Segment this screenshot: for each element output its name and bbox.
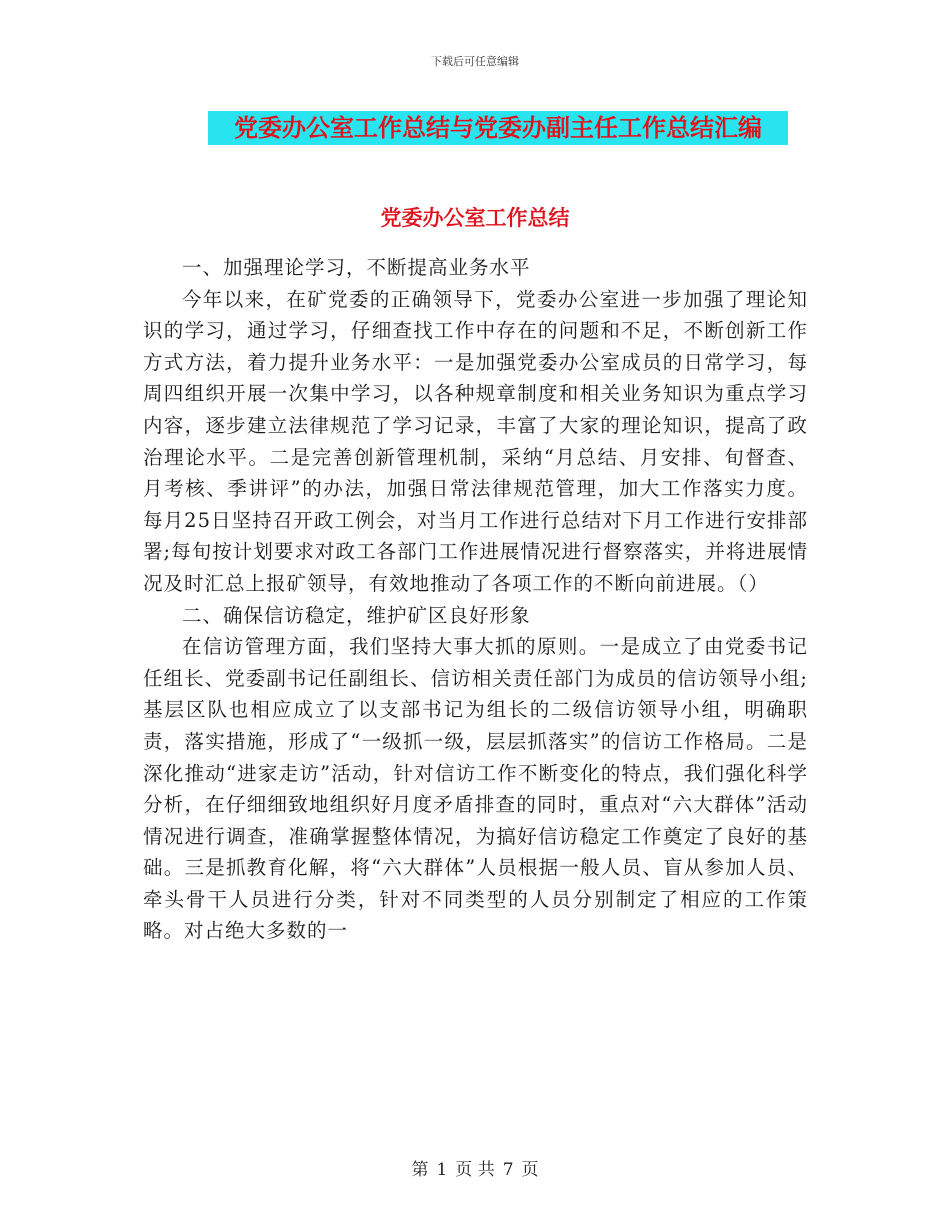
heading-2: 二、确保信访稳定，维护矿区良好形象	[182, 603, 531, 627]
footer-total-pages: 7	[502, 1160, 514, 1180]
section-title: 党委办公室工作总结	[380, 205, 570, 230]
footer-middle: 页 共	[455, 1160, 495, 1180]
header-note: 下载后可任意编辑	[431, 55, 519, 68]
footer-prefix: 第	[411, 1160, 429, 1180]
paragraph-1: 今年以来，在矿党委的正确领导下，党委办公室进一步加强了理论知识的学习，通过学习，仔细查找工作中存在的问题和不足，不断创新工作方式方法，着力提升业务水平：一是加强党委办公室成员的日常学习，每周四组织开展一次集中学习，以各种规章制度和相关业务知识为重点学习内容，逐步建立法律规范了学习记录，丰富了大家的理论知识，提高了政治理论水平。二是完善创新管理机制，采纳“月总结、月安排、旬督查、月考核、季讲评”的办法，加强日常法律规范管理，加大工作落实力度。每月25日坚持召开政工例会，对当月工作进行总结对下月工作进行安排部署;每旬按计划要求对政工各部门工作进展情况进行督察落实，并将进展情况及时汇总上报矿领导，有效地推动了各项工作的不断向前进展。（）	[143, 287, 808, 595]
document-title: 党委办公室工作总结与党委办副主任工作总结汇编	[208, 111, 788, 145]
heading-1: 一、加强理论学习，不断提高业务水平	[182, 256, 531, 279]
page-footer	[0, 1155, 950, 1180]
footer-suffix: 页	[521, 1160, 539, 1180]
footer-page-number: 1	[436, 1160, 448, 1180]
body-text	[143, 252, 808, 947]
paragraph-2: 在信访管理方面，我们坚持大事大抓的原则。一是成立了由党委书记任组长、党委副书记任副组长、信访相关责任部门为成员的信访领导小组;基层区队也相应成立了以支部书记为组长的二级信访领导小组，明确职责，落实措施，形成了“一级抓一级，层层抓落实”的信访工作格局。二是深化推动“进家走访”活动，针对信访工作不断变化的特点，我们强化科学分析，在仔细细致地组织好月度矛盾排查的同时，重点对“六大群体”活动情况进行调查，准确掌握整体情况，为搞好信访稳定工作奠定了良好的基础。三是抓教育化解，将“六大群体”人员根据一般人员、盲从参加人员、牵头骨干人员进行分类，针对不同类型的人员分别制定了相应的工作策略。对占绝大多数的一	[143, 635, 808, 943]
